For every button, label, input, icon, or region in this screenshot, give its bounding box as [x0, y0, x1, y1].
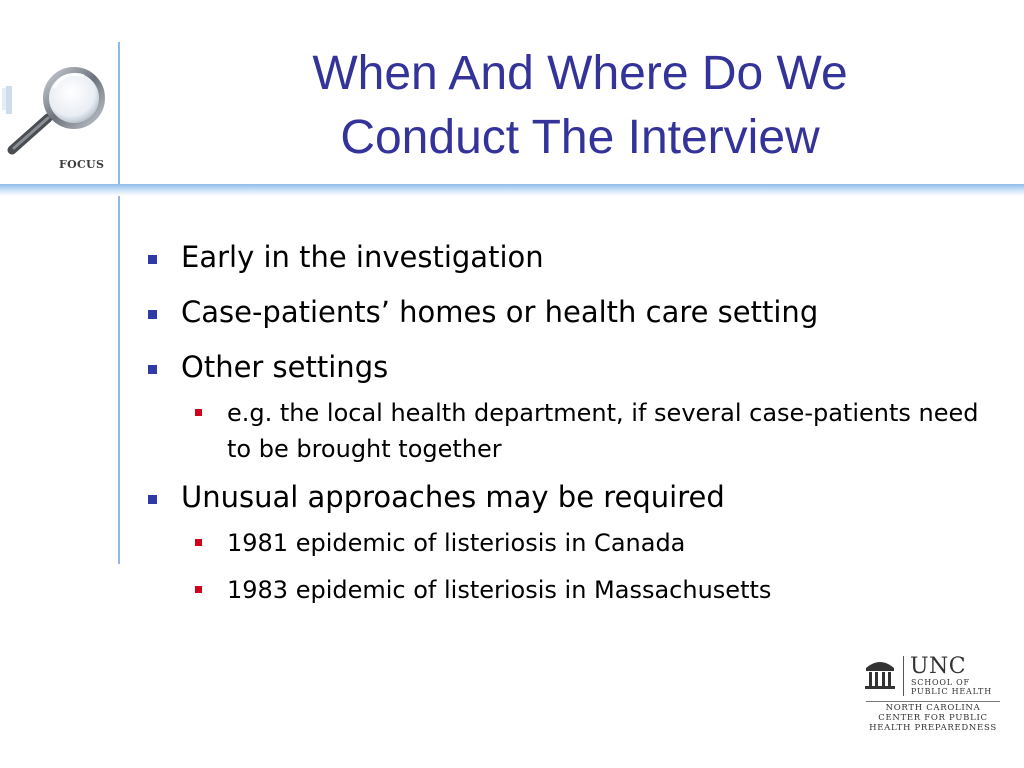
- unc-logo: [858, 654, 1008, 738]
- unc-logo-rule: [866, 701, 1000, 702]
- slide-title-line-2: Conduct The Interview: [340, 111, 820, 164]
- magnifying-glass-icon: [2, 66, 114, 162]
- focus-logo-text: FOCUS: [59, 158, 105, 171]
- unc-center-line: HEALTH PREPAREDNESS: [869, 723, 997, 733]
- unc-sub-line: PUBLIC HEALTH: [911, 687, 992, 696]
- sub-bullet-item: 1981 epidemic of listeriosis in Canada: [195, 525, 988, 561]
- bullet-item: Unusual approaches may be required: [148, 478, 988, 516]
- title-underline-band: [0, 184, 1024, 196]
- bullet-item: Case-patients’ homes or health care setting: [148, 293, 988, 331]
- old-well-icon: [864, 656, 896, 692]
- bullet-item: Other settings: [148, 348, 988, 386]
- sub-bullet-item: 1983 epidemic of listeriosis in Massachusetts: [195, 572, 988, 608]
- unc-center-line: CENTER FOR PUBLIC: [878, 713, 988, 723]
- bullet-list: [148, 238, 988, 619]
- vertical-divider: [118, 42, 120, 564]
- bullet-item: Early in the investigation: [148, 238, 988, 276]
- unc-sub-line: SCHOOL OF: [911, 678, 970, 687]
- unc-center-name: [858, 703, 1008, 733]
- focus-logo: [2, 66, 114, 171]
- unc-center-line: NORTH CAROLINA: [885, 703, 981, 713]
- slide-title-line-1: When And Where Do We: [312, 47, 848, 100]
- slide-title: [160, 42, 1000, 170]
- unc-logo-title: UNC: [910, 654, 967, 679]
- unc-logo-subtitle: [911, 678, 1021, 696]
- sub-bullet-item: e.g. the local health department, if several case-patients need to be brought together: [195, 395, 988, 467]
- unc-logo-divider: [903, 656, 904, 696]
